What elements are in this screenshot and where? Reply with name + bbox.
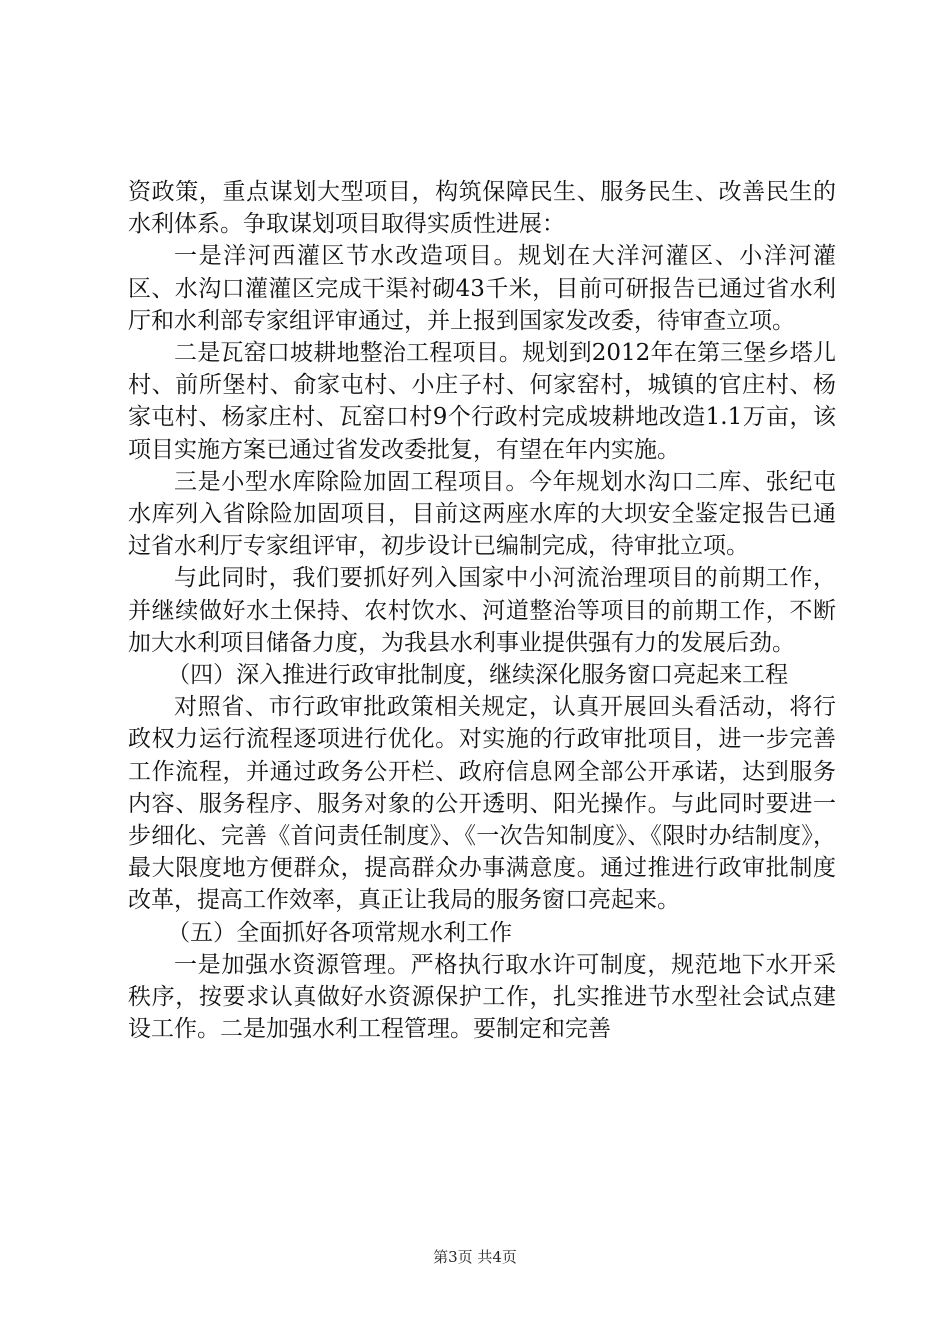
paragraph-project-wayaokou: 二是瓦窑口坡耕地整治工程项目。规划到2012年在第三堡乡塔儿村、前所堡村、俞家屯村、小庄子村、何家窑村，城镇的官庄村、杨家屯村、杨家庄村、瓦窑口村9个行政村完成坡耕地改造1.1万亩，该项目实施方案已通过省发改委批复，有望在年内实施。	[128, 340, 836, 463]
document-body	[128, 176, 836, 1045]
page-footer: 第3页 共4页	[433, 1248, 517, 1266]
paragraph-water-management: 一是加强水资源管理。严格执行取水许可制度，规范地下水开采秩序，按要求认真做好水资源保护工作，扎实推进节水型社会试点建设工作。二是加强水利工程管理。要制定和完善	[128, 951, 836, 1043]
paragraph-continuation: 资政策，重点谋划大型项目，构筑保障民生、服务民生、改善民生的水利体系。争取谋划项目取得实质性进展：	[128, 179, 836, 238]
paragraph-project-yanghe: 一是洋河西灌区节水改造项目。规划在大洋河灌区、小洋河灌区、水沟口灌灌区完成干渠衬砌43千米，目前可研报告已通过省水利厅和水利部专家组评审通过，并上报到国家发改委，待审查立项。	[128, 243, 836, 334]
section-heading-five: （五）全面抓好各项常规水利工作	[167, 919, 513, 946]
section-heading-four: （四）深入推进行政审批制度，继续深化服务窗口亮起来工程	[167, 662, 789, 689]
paragraph-meanwhile: 与此同时，我们要抓好列入国家中小河流治理项目的前期工作，并继续做好水土保持、农村饮水、河道整治等项目的前期工作，不断加大水利项目储备力度，为我县水利事业提供强有力的发展后劲。	[128, 565, 836, 656]
paragraph-admin-approval: 对照省、市行政审批政策相关规定，认真开展回头看活动，将行政权力运行流程逐项进行优化。对实施的行政审批项目，进一步完善工作流程，并通过政务公开栏、政府信息网全部公开承诺，达到服务内容、服务程序、服务对象的公开透明、阳光操作。与此同时要进一步细化、完善《首问责任制度》、《一次告知制度》、《限时办结制度》，最大限度地方便群众，提高群众办事满意度。通过推进行政审批制度改革，提高工作效率，真正让我局的服务窗口亮起来。	[128, 694, 836, 914]
paragraph-project-reservoir: 三是小型水库除险加固工程项目。今年规划水沟口二库、张纪屯水库列入省除险加固项目，目前这两座水库的大坝安全鉴定报告已通过省水利厅专家组评审，初步设计已编制完成，待审批立项。	[128, 468, 836, 560]
